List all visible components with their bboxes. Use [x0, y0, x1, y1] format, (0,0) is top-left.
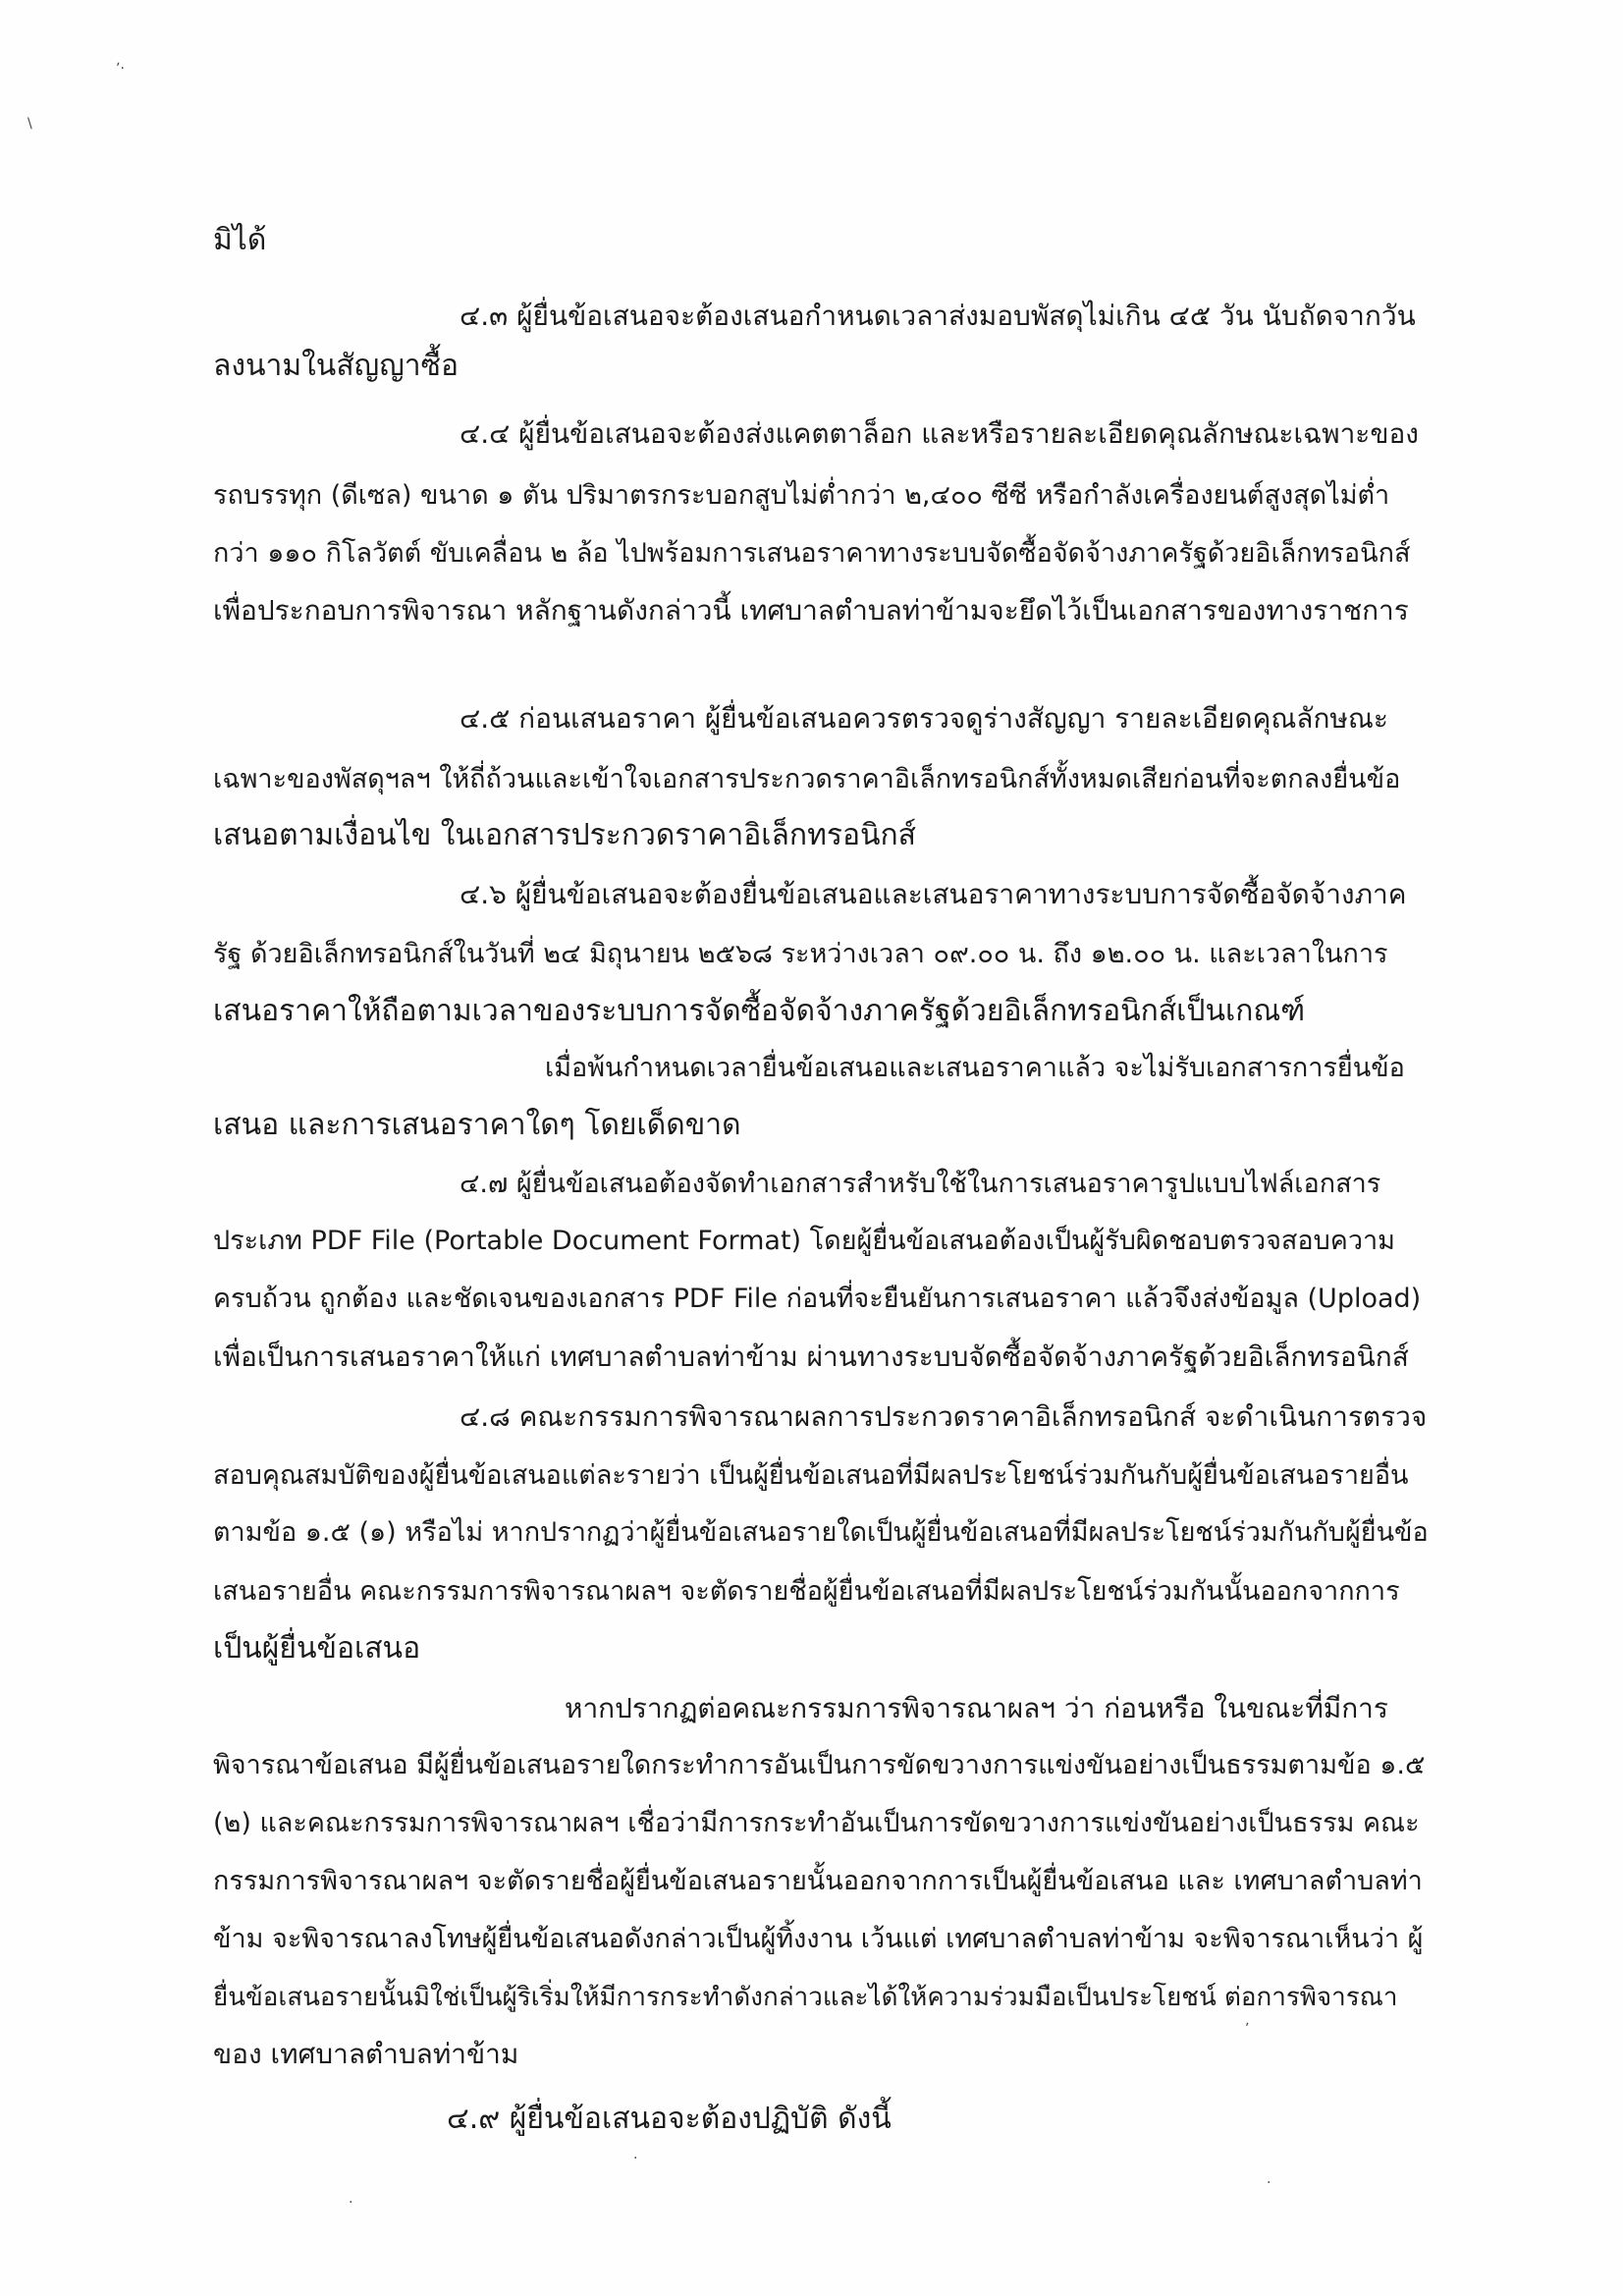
text-line: เสนอ และการเสนอราคาใดๆ โดยเด็ดขาด [213, 1108, 741, 1142]
text-line: เสนอรายอื่น คณะกรรมการพิจารณาผลฯ จะตัดรายชื่อผู้ยื่นข้อเสนอที่มีผลประโยชน์ร่วมกันนั้นออกจากการ [213, 1576, 1400, 1607]
scan-speck: · [633, 2151, 638, 2166]
scan-speck: ʼ· [116, 61, 125, 77]
text-line: ลงนามในสัญญาซื้อ [213, 349, 459, 383]
text-line: เสนอตามเงื่อนไข ในเอกสารประกวดราคาอิเล็กทรอนิกส์ [213, 818, 916, 852]
text-line: ประเภท PDF File (Portable Document Format) โดยผู้ยื่นข้อเสนอต้องเป็นผู้รับผิดชอบตรวจสอบความ [213, 1226, 1395, 1256]
text-line: เมื่อพ้นกำหนดเวลายื่นข้อเสนอและเสนอราคาแล้ว จะไม่รับเอกสารการยื่นข้อ [545, 1053, 1405, 1083]
scan-speck: · [349, 2195, 353, 2211]
text-line: รัฐ ด้วยอิเล็กทรอนิกส์ในวันที่ ๒๔ มิถุนายน ๒๕๖๘ ระหว่างเวลา ๐๙.๐๐ น. ถึง ๑๒.๐๐ น. และเวลาในการ [213, 939, 1388, 969]
scan-speck: ʼ [1245, 2021, 1250, 2037]
text-line: ๔.๓ ผู้ยื่นข้อเสนอจะต้องเสนอกำหนดเวลาส่งมอบพัสดุไม่เกิน ๔๕ วัน นับถัดจากวัน [460, 300, 1416, 332]
text-line: ๔.๘ คณะกรรมการพิจารณาผลการประกวดราคาอิเล็กทรอนิกส์ จะดำเนินการตรวจ [460, 1400, 1428, 1433]
text-line: เพื่อประกอบการพิจารณา หลักฐานดังกล่าวนี้ เทศบาลตำบลท่าข้ามจะยึดไว้เป็นเอกสารของทางราชการ [213, 594, 1409, 627]
text-line: กว่า ๑๑๐ กิโลวัตต์ ขับเคลื่อน ๒ ล้อ ไปพร้อมการเสนอราคาทางระบบจัดซื้อจัดจ้างภาครัฐด้วยอิเล็กทรอนิกส์ [213, 538, 1411, 569]
text-line: ครบถ้วน ถูกต้อง และชัดเจนของเอกสาร PDF File ก่อนที่จะยืนยันการเสนอราคา แล้วจึงส่งข้อมูล (Upload) [213, 1284, 1422, 1314]
text-line: ๔.๕ ก่อนเสนอราคา ผู้ยื่นข้อเสนอควรตรวจดูร่างสัญญา รายละเอียดคุณลักษณะ [460, 702, 1388, 735]
text-line: มิได้ [213, 223, 267, 257]
text-line: เพื่อเป็นการเสนอราคาให้แก่ เทศบาลตำบลท่าข้าม ผ่านทางระบบจัดซื้อจัดจ้างภาครัฐด้วยอิเล็กทรอนิกส์ [213, 1340, 1409, 1373]
scan-speck: · [1267, 2175, 1271, 2191]
text-line: ๔.๙ ผู้ยื่นข้อเสนอจะต้องปฏิบัติ ดังนี้ [447, 2102, 892, 2136]
text-line: เสนอราคาให้ถือตามเวลาของระบบการจัดซื้อจัดจ้างภาครัฐด้วยอิเล็กทรอนิกส์เป็นเกณฑ์ [213, 994, 1306, 1028]
text-line: เป็นผู้ยื่นข้อเสนอ [213, 1631, 421, 1666]
text-line: ๔.๗ ผู้ยื่นข้อเสนอต้องจัดทำเอกสารสำหรับใช้ในการเสนอราคารูปแบบไฟล์เอกสาร [460, 1169, 1381, 1199]
text-line: เฉพาะของพัสดุฯลฯ ให้ถี่ถ้วนและเข้าใจเอกสารประกวดราคาอิเล็กทรอนิกส์ทั้งหมดเสียก่อนที่จะตกลงยื่นข้อ [213, 764, 1401, 794]
text-line: ยื่นข้อเสนอรายนั้นมิใช่เป็นผู้ริเริ่มให้มีการกระทำดังกล่าวและได้ให้ความร่วมมือเป็นประโยชน์ ต่อการพิจารณา [213, 1983, 1398, 2012]
text-line: ข้าม จะพิจารณาลงโทษผู้ยื่นข้อเสนอดังกล่าวเป็นผู้ทิ้งงาน เว้นแต่ เทศบาลตำบลท่าข้าม จะพิจารณาเห็นว่า ผู้ [213, 1924, 1424, 1954]
text-line: หากปรากฏต่อคณะกรรมการพิจารณาผลฯ ว่า ก่อนหรือ ในขณะที่มีการ [565, 1692, 1388, 1724]
scan-speck: \ [27, 116, 32, 132]
text-line: พิจารณาข้อเสนอ มีผู้ยื่นข้อเสนอรายใดกระทำการอันเป็นการขัดขวางการแข่งขันอย่างเป็นธรรมตามข้อ ๑.๕ [213, 1750, 1426, 1780]
text-line: กรรมการพิจารณาผลฯ จะตัดรายชื่อผู้ยื่นข้อเสนอรายนั้นออกจากการเป็นผู้ยื่นข้อเสนอ และ เทศบาลตำบลท่า [213, 1866, 1423, 1896]
text-line: ๔.๖ ผู้ยื่นข้อเสนอจะต้องยื่นข้อเสนอและเสนอราคาทางระบบการจัดซื้อจัดจ้างภาค [460, 878, 1407, 910]
text-line: รถบรรทุก (ดีเซล) ขนาด ๑ ตัน ปริมาตรกระบอกสูบไม่ต่ำกว่า ๒,๔๐๐ ซีซี หรือกำลังเครื่องยนต์สูงสุดไม่ต่ำ [213, 480, 1390, 511]
text-line: ตามข้อ ๑.๕ (๑) หรือไม่ หากปรากฏว่าผู้ยื่นข้อเสนอรายใดเป็นผู้ยื่นข้อเสนอที่มีผลประโยชน์ร่วมกันกับผู้ยื่นข้อ [213, 1517, 1429, 1548]
text-line: ๔.๔ ผู้ยื่นข้อเสนอจะต้องส่งแคตตาล็อก และหรือรายละเอียดคุณลักษณะเฉพาะของ [460, 417, 1419, 450]
text-line: (๒) และคณะกรรมการพิจารณาผลฯ เชื่อว่ามีการกระทำอันเป็นการขัดขวางการแข่งขันอย่างเป็นธรรม คณะ [213, 1808, 1420, 1838]
text-line: ของ เทศบาลตำบลท่าข้าม [213, 2038, 519, 2070]
text-line: สอบคุณสมบัติของผู้ยื่นข้อเสนอแต่ละรายว่า เป็นผู้ยื่นข้อเสนอที่มีผลประโยชน์ร่วมกันกับผู้ยื่นข้อเสนอรายอื่น [213, 1460, 1409, 1491]
